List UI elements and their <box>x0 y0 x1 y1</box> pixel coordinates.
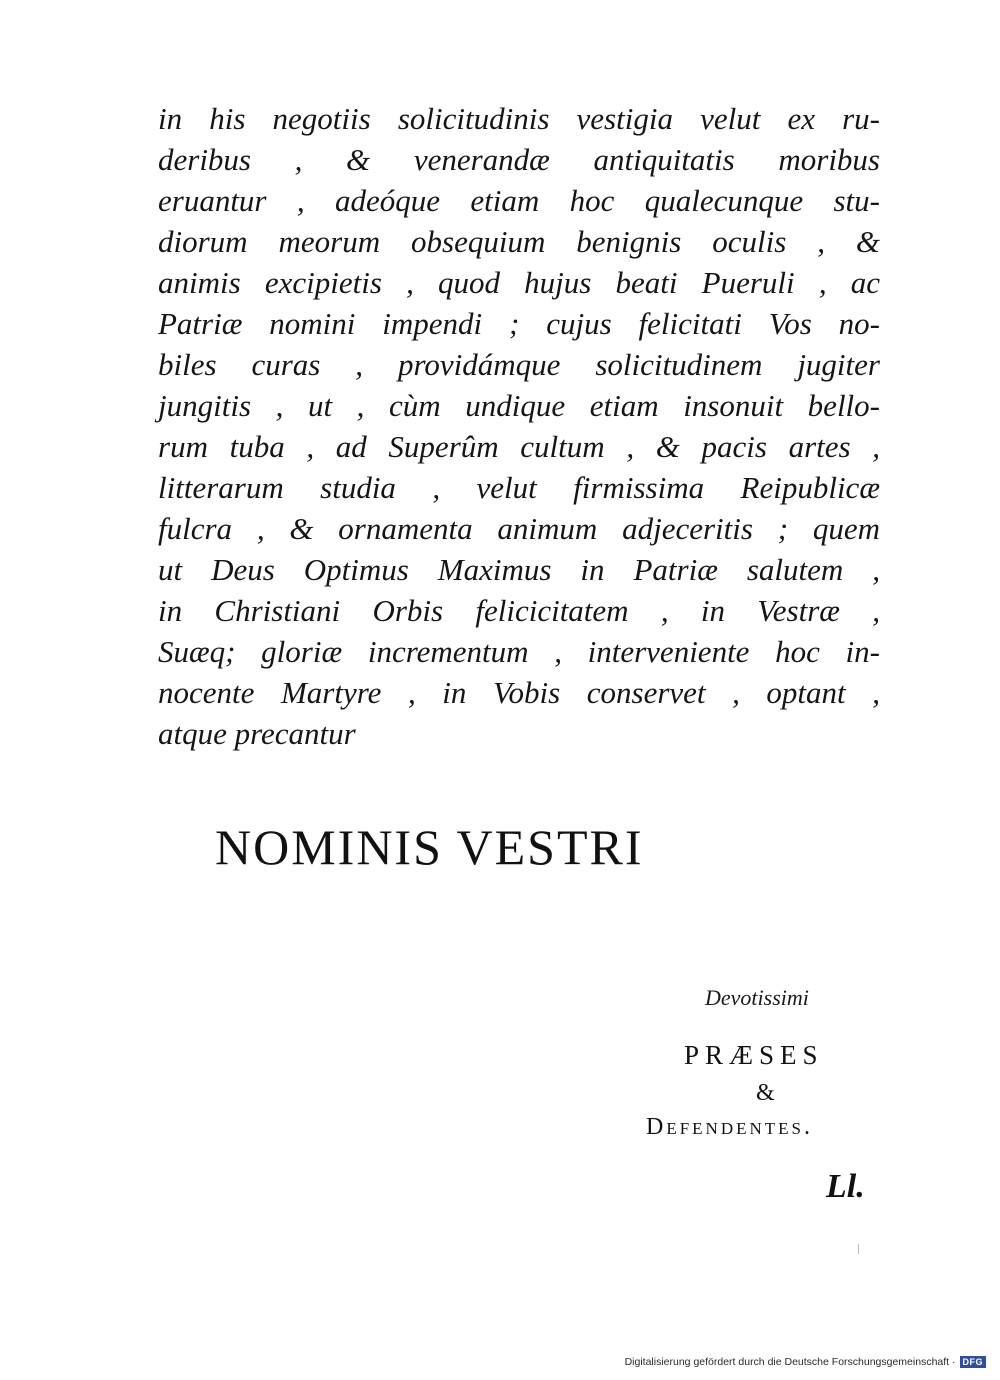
text-line: Suæq; gloriæ incrementum , interveniente hoc in- <box>158 634 880 669</box>
text-line: Patriæ nomini impendi ; cujus felicitati Vos no- <box>158 306 880 341</box>
dedication-text <box>158 98 880 754</box>
text-line: litterarum studia , velut firmissima Reipublicæ <box>158 470 880 505</box>
text-line: atque precantur <box>158 716 356 751</box>
text-line: biles curas , providámque solicitudinem jugiter <box>158 347 880 382</box>
signature-ampersand: & <box>756 1080 775 1106</box>
text-line: ut Deus Optimus Maximus in Patriæ salutem , <box>158 552 880 587</box>
footer-text: Digitalisierung gefördert durch die Deutsche Forschungsgemeinschaft · <box>624 1356 956 1368</box>
text-line: deribus , & venerandæ antiquitatis moribus <box>158 142 880 177</box>
dfg-logo-icon: DFG <box>960 1356 987 1368</box>
text-line: jungitis , ut , cùm undique etiam insonuit bello- <box>158 388 880 423</box>
text-line: diorum meorum obsequium benignis oculis , & <box>158 224 880 259</box>
signature-devotissimi: Devotissimi <box>705 985 809 1010</box>
signature-defendentes: Defendentes. <box>646 1114 813 1140</box>
text-line: rum tuba , ad Superûm cultum , & pacis artes , <box>158 429 880 464</box>
text-line: in his negotiis solicitudinis vestigia velut ex ru- <box>158 101 880 136</box>
nominis-vestri-heading: NOMINIS VESTRI <box>215 819 644 875</box>
text-line: fulcra , & ornamenta animum adjeceritis ; quem <box>158 511 880 546</box>
digitization-footer <box>625 1356 986 1368</box>
text-line: eruantur , adeóque etiam hoc qualecunque stu- <box>158 183 880 218</box>
page-speck <box>858 1244 859 1254</box>
text-line: nocente Martyre , in Vobis conservet , optant , <box>158 675 880 710</box>
signature-praeses: PRÆSES <box>684 1040 824 1070</box>
text-line: in Christiani Orbis felicicitatem , in Vestræ , <box>158 593 880 628</box>
text-line: animis excipietis , quod hujus beati Pueruli , ac <box>158 265 880 300</box>
signature-ll: Ll. <box>826 1168 865 1205</box>
